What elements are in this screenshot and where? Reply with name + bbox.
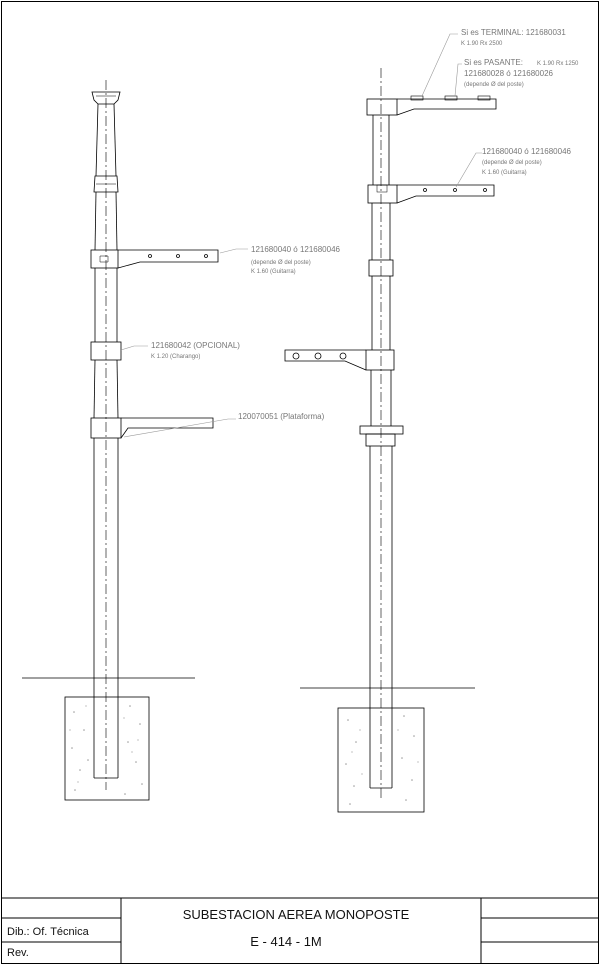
right-leaders [422,34,482,187]
revision-label: Rev. [7,947,29,959]
drawn-by: Dib.: Of. Técnica [7,926,89,938]
left-pole [22,80,218,800]
left-label-charango-k: K 1.20 (Charango) [151,354,201,360]
left-label-charango: 121680042 (OPCIONAL) [151,341,240,350]
drawing-title: SUBESTACION AEREA MONOPOSTE [182,907,410,922]
left-label-guitarra-k: K 1.60 (Guitarra) [251,269,296,275]
right-crossarm-charango [285,350,394,370]
right-label-guitarra-k: K 1.60 (Guitarra) [482,170,527,176]
right-top-crossarm [367,96,496,115]
right-crossarm-guitarra [368,185,494,203]
left-label-guitarra: 121680040 ó 121680046 [251,245,340,254]
right-label-pasante-note: (depende Ø del poste) [464,82,524,88]
left-crossarm-guitarra [91,250,218,268]
right-pole [285,68,496,812]
left-labels [151,245,341,421]
right-label-pasante: Si es PASANTE: [464,58,523,67]
right-label-guitarra: 121680040 ó 121680046 [482,147,571,156]
right-label-pasante-k: K 1.90 Rx 1250 [537,61,579,67]
right-label-terminal: Si es TERMINAL: 121680031 [461,28,566,37]
right-label-pasante-codes: 121680028 ó 121680026 [464,69,553,78]
right-foundation-aggregate [345,715,418,805]
right-platform [360,426,403,446]
right-labels [461,28,579,176]
drawing-code: E - 414 - 1M [250,934,322,949]
right-label-guitarra-note: (depende Ø del poste) [482,160,542,166]
sheet-border [2,2,599,964]
left-label-guitarra-note: (depende Ø del poste) [251,260,311,266]
left-label-plataforma: 120070051 (Plataforma) [238,412,325,421]
left-foundation [65,697,149,800]
left-platform [91,418,213,438]
right-label-terminal-k: K 1.90 Rx 2500 [461,41,503,47]
